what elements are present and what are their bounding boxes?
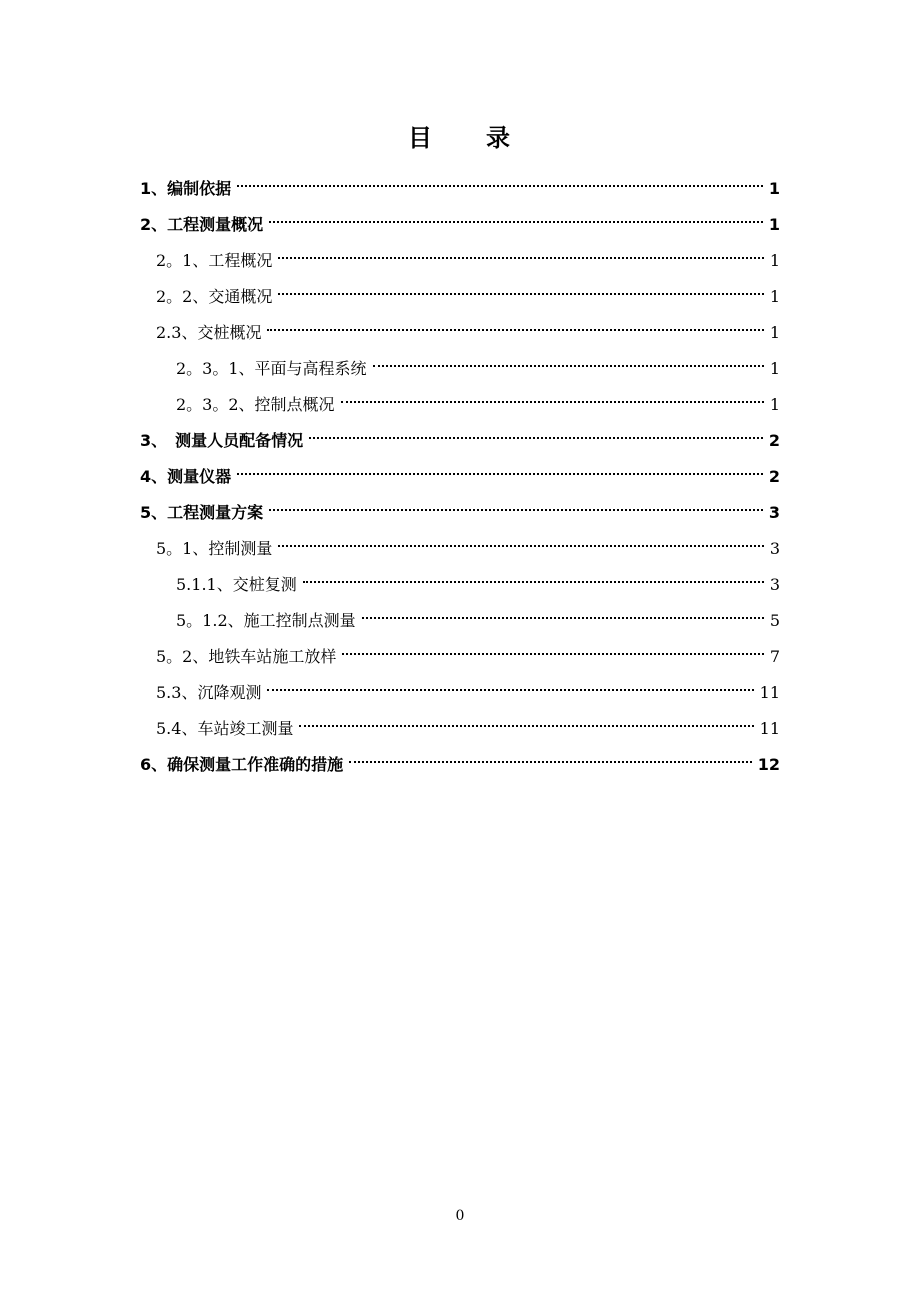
toc-leader-dots <box>297 706 755 734</box>
toc-entry-5-1-2[interactable] <box>176 598 780 630</box>
toc-entry-5-4[interactable] <box>156 706 780 738</box>
toc-entry-label: 1、编制依据 <box>140 179 232 198</box>
toc-entry-label: 5。1.2、施工控制点测量 <box>176 611 356 630</box>
toc-entry-4[interactable] <box>140 454 780 486</box>
toc-entry-page: 1 <box>769 359 780 378</box>
toc-entry-label: 2。3。1、平面与高程系统 <box>176 359 367 378</box>
toc-entry-page: 1 <box>769 287 780 306</box>
toc-entry-page: 1 <box>768 215 780 234</box>
toc-entry-2-3-1[interactable] <box>176 346 780 378</box>
toc-entry-label: 2。3。2、控制点概况 <box>176 395 335 414</box>
toc-entry-2-3-2[interactable] <box>176 382 780 414</box>
toc-entry-label: 5。2、地铁车站施工放样 <box>156 647 337 666</box>
toc-entry-2-1[interactable] <box>156 238 780 270</box>
toc-entry-page: 11 <box>759 719 780 738</box>
toc-entry-label: 6、确保测量工作准确的措施 <box>140 755 344 774</box>
toc-entry-5-3[interactable] <box>156 670 780 702</box>
toc-leader-dots <box>340 634 765 662</box>
toc-entry-5[interactable] <box>140 490 780 522</box>
toc-entry-page: 5 <box>769 611 780 630</box>
toc-entry-2-2[interactable] <box>156 274 780 306</box>
toc-entry-5-2[interactable] <box>156 634 780 666</box>
toc-entry-page: 1 <box>768 179 780 198</box>
toc-entry-page: 2 <box>768 467 780 486</box>
toc-entry-page: 7 <box>769 647 780 666</box>
toc-entry-page: 3 <box>769 539 780 558</box>
toc-entry-6[interactable] <box>140 742 780 774</box>
toc-entry-2[interactable] <box>140 202 780 234</box>
toc-entry-5-1[interactable] <box>156 526 780 558</box>
toc-leader-dots <box>265 670 755 698</box>
toc-leader-dots <box>276 526 765 554</box>
toc-entry-label: 5.4、车站竣工测量 <box>156 719 294 738</box>
toc-entry-page: 2 <box>768 431 780 450</box>
toc-title: 目 录 <box>408 124 512 152</box>
toc-entry-3[interactable] <box>140 418 780 450</box>
toc-leader-dots <box>265 310 765 338</box>
toc-leader-dots <box>360 598 766 626</box>
toc-entry-page: 1 <box>769 323 780 342</box>
toc-entry-page: 12 <box>757 755 780 774</box>
toc-entry-page: 1 <box>769 251 780 270</box>
toc-leader-dots <box>339 382 766 410</box>
toc-entry-page: 3 <box>769 575 780 594</box>
toc-entry-label: 5.1.1、交桩复测 <box>176 575 297 594</box>
toc-entry-label: 5、工程测量方案 <box>140 503 264 522</box>
toc-entry-label: 3、 测量人员配备情况 <box>140 431 304 450</box>
page-number: 0 <box>455 1208 465 1224</box>
toc-leader-dots <box>267 202 765 230</box>
toc-leader-dots <box>347 742 754 770</box>
toc-leader-dots <box>371 346 766 374</box>
toc-entry-label: 2。1、工程概况 <box>156 251 273 270</box>
toc-leader-dots <box>235 454 765 482</box>
toc-entry-2-3[interactable] <box>156 310 780 342</box>
toc-entry-page: 11 <box>759 683 780 702</box>
toc-leader-dots <box>276 274 765 302</box>
toc-entry-1[interactable] <box>140 166 780 198</box>
toc-entry-label: 2、工程测量概况 <box>140 215 264 234</box>
toc-entry-page: 1 <box>769 395 780 414</box>
toc-leader-dots <box>301 562 766 590</box>
toc-entry-label: 2.3、交桩概况 <box>156 323 262 342</box>
toc-leader-dots <box>235 166 765 194</box>
toc-entry-label: 5.3、沉降观测 <box>156 683 262 702</box>
toc-entry-label: 5。1、控制测量 <box>156 539 273 558</box>
toc-entry-label: 2。2、交通概况 <box>156 287 273 306</box>
toc-leader-dots <box>307 418 765 446</box>
toc-leader-dots <box>276 238 765 266</box>
toc-entry-page: 3 <box>768 503 780 522</box>
toc-entry-5-1-1[interactable] <box>176 562 780 594</box>
toc-entry-label: 4、测量仪器 <box>140 467 232 486</box>
toc-leader-dots <box>267 490 765 518</box>
